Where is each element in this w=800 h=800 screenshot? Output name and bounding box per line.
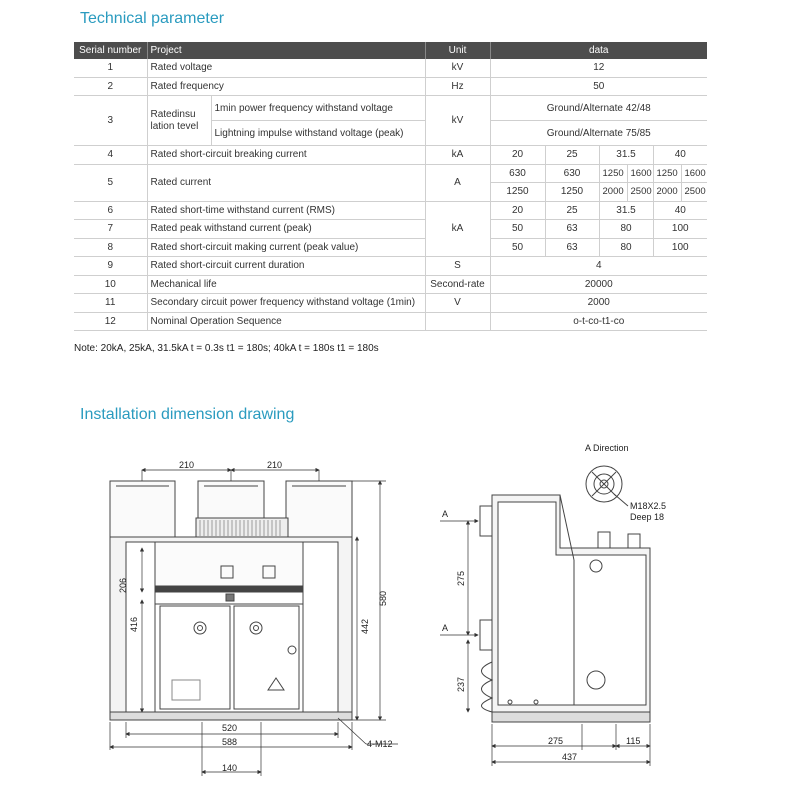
dim-520: 520 [222,723,238,733]
cell-project: Rated short-circuit breaking current [147,146,425,165]
cell-unit: S [425,257,490,276]
cell-unit: V [425,294,490,313]
cell-group: Ratedinsu lation tevel [147,96,211,146]
cell-data: 1250 [490,183,545,202]
cell-no: 6 [74,201,147,220]
cell-data: 63 [545,238,599,257]
cell-data: 25 [545,146,599,165]
section-a-lower: A [442,623,449,633]
cell-project: Rated short-circuit current duration [147,257,425,276]
cell-project: Rated peak withstand current (peak) [147,220,425,239]
cell-data: 100 [653,238,707,257]
cell-no: 8 [74,238,147,257]
header-unit: Unit [425,42,490,59]
cell-no: 10 [74,275,147,294]
cell-unit: kV [425,96,490,146]
cell-data: 100 [653,220,707,239]
cell-no: 11 [74,294,147,313]
cell-unit: Hz [425,77,490,96]
cell-data: 40 [653,146,707,165]
front-view [110,481,352,720]
cell-data: 4 [490,257,707,276]
header-serial-number: Serial number [74,42,147,59]
dim-588: 588 [222,737,238,747]
cell-data: 20 [490,201,545,220]
cell-no: 12 [74,312,147,331]
dim-275-vertical: 275 [456,570,466,586]
bolts-label: 4-M12 [367,739,393,749]
heat-sink [196,518,288,538]
cell-data: 2000 [490,294,707,313]
dim-237: 237 [456,676,466,692]
side-knob-right [628,534,640,548]
cell-project: Rated short-time withstand current (RMS) [147,201,425,220]
dim-275-horizontal: 275 [548,736,564,746]
dim-140: 140 [222,763,238,773]
table-note: Note: 20kA, 25kA, 31.5kA t = 0.3s t1 = 180s; 40kA t = 180s t1 = 180s [74,343,379,354]
cell-data: 40 [653,201,707,220]
spring [482,662,493,712]
technical-parameter-title: Technical parameter [80,10,225,27]
cell-unit: kA [425,201,490,257]
pole-left [110,481,175,537]
cell-data: 63 [545,220,599,239]
cell-data: 630 [545,164,599,183]
pole-right [286,481,352,537]
cell-data: 630 [490,164,545,183]
cell-data: 1250 [599,164,627,183]
cell-no: 9 [74,257,147,276]
cell-no: 4 [74,146,147,165]
deep-label: Deep 18 [630,512,665,522]
cell-data: 31.5 [599,146,653,165]
section-a-upper: A [442,509,449,519]
cell-project: Rated frequency [147,77,425,96]
dim-442: 442 [360,618,370,634]
cell-data: Ground/Alternate 75/85 [490,121,707,146]
cell-data: 20000 [490,275,707,294]
side-knob-left [598,532,610,548]
cell-subproject: 1min power frequency withstand voltage [211,96,425,121]
cell-data: 50 [490,77,707,96]
dim-580: 580 [378,590,388,606]
a-direction-label: A Direction [585,443,629,453]
dim-437: 437 [562,752,578,762]
dim-115: 115 [626,736,641,746]
cell-data: 2500 [681,183,707,202]
cell-data: 20 [490,146,545,165]
cell-data: 1250 [545,183,599,202]
cell-data: 1600 [681,164,707,183]
cell-subproject: Lightning impulse withstand voltage (peak) [211,121,425,146]
upper-terminal [480,506,492,536]
cell-data: o-t-co-t1-co [490,312,707,331]
cell-no: 1 [74,59,147,77]
cell-unit: Second-rate [425,275,490,294]
cell-no: 7 [74,220,147,239]
cell-data: 1600 [627,164,653,183]
dim-210-right: 210 [267,460,283,470]
cell-project: Rated voltage [147,59,425,77]
cell-no: 5 [74,164,147,201]
cell-data: 50 [490,220,545,239]
cell-data: 1250 [653,164,681,183]
cell-data: 2000 [653,183,681,202]
cell-no: 2 [74,77,147,96]
cell-unit: kA [425,146,490,165]
cell-data: 12 [490,59,707,77]
dim-416: 416 [129,616,139,632]
cell-project: Rated short-circuit making current (peak value) [147,238,425,257]
thread-label: M18X2.5 [630,501,667,511]
cell-data: 80 [599,220,653,239]
cell-data: 2000 [599,183,627,202]
cell-project: Mechanical life [147,275,425,294]
cell-data: 31.5 [599,201,653,220]
cell-project: Nominal Operation Sequence [147,312,425,331]
cell-data: 2500 [627,183,653,202]
cell-project: Rated current [147,164,425,201]
cell-data: 25 [545,201,599,220]
cell-unit: A [425,164,490,201]
dim-206: 206 [118,577,128,593]
cell-data: 80 [599,238,653,257]
installation-drawing-title: Installation dimension drawing [80,406,295,423]
cell-data: 50 [490,238,545,257]
dim-210-left: 210 [179,460,195,470]
cell-data: Ground/Alternate 42/48 [490,96,707,121]
cell-unit: kV [425,59,490,77]
header-project: Project [147,42,425,59]
side-view [480,466,650,722]
cell-project: Secondary circuit power frequency withstand voltage (1min) [147,294,425,313]
cell-no: 3 [74,96,147,146]
lower-terminal [480,620,492,650]
header-data: data [490,42,707,59]
